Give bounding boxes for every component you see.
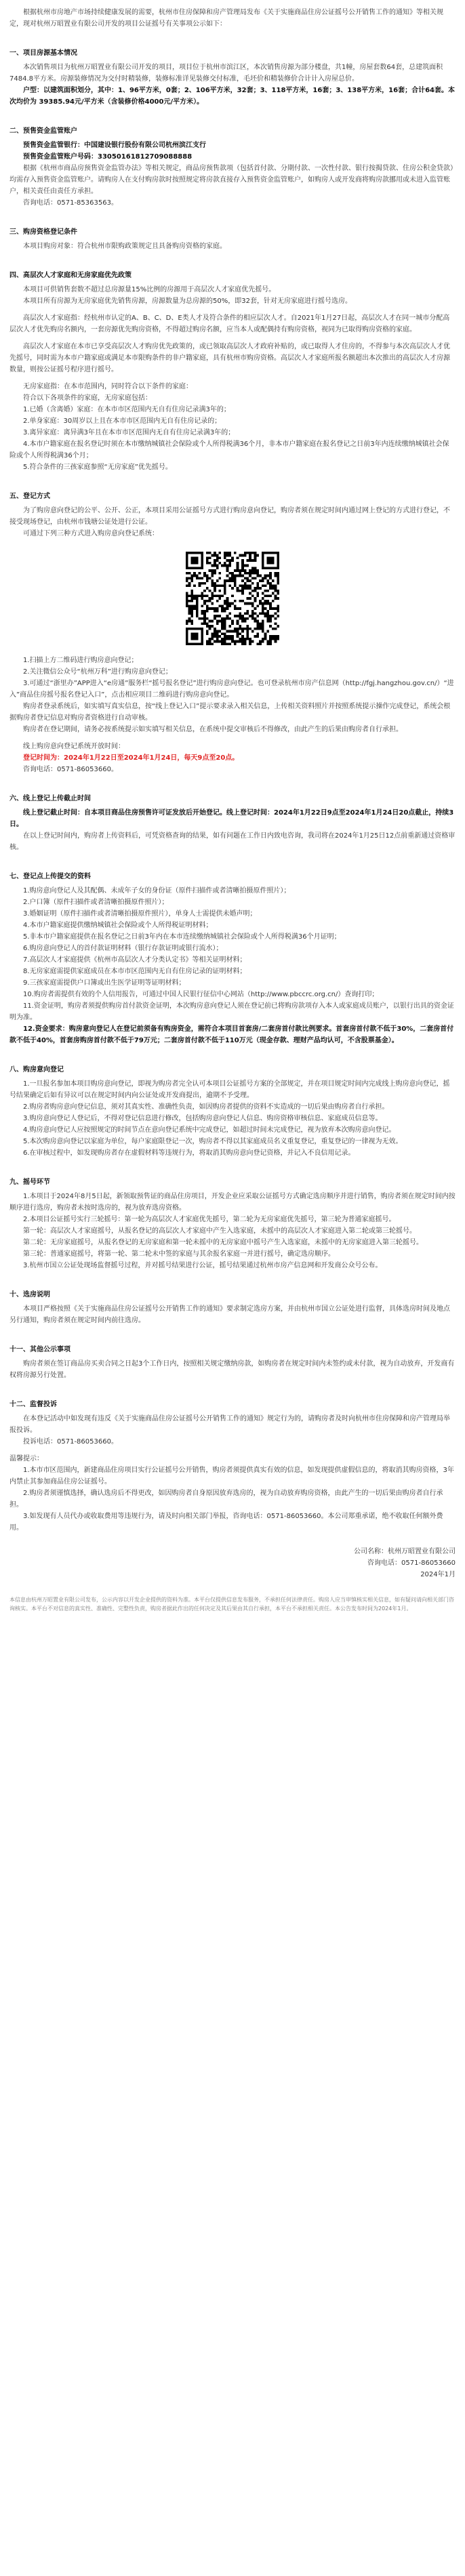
s4-paragraph-1: 本项目可供销售套数不超过总房源量15%比例的房源用于高层次人才家庭优先摇号。 bbox=[23, 286, 276, 293]
s9-paragraph-2: 2.本项目公证摇号实行三轮摇号：第一轮为高层次人才家庭优先摇号，第二轮为无房家庭优先摇号，第三轮为普通家庭摇号。 bbox=[23, 1216, 396, 1223]
s3-paragraph-1: 本项目购房对象：符合杭州市限购政策规定且具备购房资格的家庭。 bbox=[23, 243, 226, 250]
s7-item-3: 3.婚姻证明（原件扫描件或者清晰拍摄原件照片），单身人士需提供未婚声明； bbox=[23, 910, 257, 918]
s8-item-5: 5.本次购房意向登记以家庭为单位，每户家庭限登记一次，购房者不得以其家庭成员名义重复登记，重复登记的一律视为无效。 bbox=[23, 1138, 403, 1145]
s7-item-10: 10.购房者需提供有效的个人信用报告，可通过中国人民银行征信中心网站（http://www.pbccrc.org.cn/）查询打印； bbox=[23, 991, 379, 998]
s2-paragraph-3: 根据《杭州市商品房预售资金监管办法》等相关规定，商品房预售款项（包括首付款、分期付款、一次性付款、银行按揭贷款、住房公积金贷款）均需存入预售资金监管账户。请购房人在支付购房款时按照规定将房款直接存入预售资金监管账户，如购房人或开发商将购房款挪用或未进入监管账户，相关责任由责任方承担。 bbox=[9, 165, 453, 195]
s4-paragraph-2: 本项目所有房源为无房家庭优先销售房源，房源数量为总房源的50%，即32套，针对无房家庭进行摇号选房。 bbox=[23, 298, 352, 305]
s8-item-4: 4.购房意向登记人应按照规定的时间节点在意向登记系统中完成登记，如超过时间未完成登记，视为放弃本次购房意向登记。 bbox=[23, 1126, 396, 1134]
s4-paragraph-5: 无房家庭指：在本市范围内，同时符合以下条件的家庭： bbox=[23, 383, 193, 390]
registration-qr-code[interactable] bbox=[186, 552, 279, 645]
s6-paragraph-1: 线上登记截止时间：自本项目商品住房预售许可证发放后开始登记。线上登记时间：2024年1月22日9点至2024年1月24日20点截止，持续3日。 bbox=[9, 809, 454, 828]
s5-paragraph-7: 购房者在登记期间，请务必按系统提示如实填写相关信息，在系统中提交审核后不得修改，由此产生的后果由购房者自行承担。 bbox=[23, 726, 403, 733]
s12-paragraph-1: 在本登记活动中如发现有违反《关于实施商品住房公证摇号公开销售工作的通知》规定行为的，请购房者及时向杭州市住房保障和房产管理局举报投诉。 bbox=[9, 1415, 450, 1434]
s4-item-2: 2.单身家庭：30周岁以上且在本市市区范围内无自有住房记录的； bbox=[23, 417, 222, 425]
s5-method-2: 2.关注微信公众号“杭州万科”进行购房意向登记； bbox=[23, 668, 172, 676]
s7-item-5: 5.非本市户籍家庭提供在报名登记之日前3年内在本市连续缴纳城镇社会保险或个人所得税满36个月证明； bbox=[23, 933, 341, 941]
section-6-heading: 六、线上登记上传截止时间 bbox=[9, 795, 91, 802]
section-11-heading: 十一、其他公示事项 bbox=[9, 1346, 70, 1353]
section-7-heading: 七、登记点上传提交的资料 bbox=[9, 873, 91, 880]
section-9-heading: 九、摇号环节 bbox=[9, 1179, 50, 1186]
s4-item-3: 3.离异家庭：离异满3年且在本市市区范围内无自有住房记录满3年的； bbox=[23, 429, 235, 436]
signature-phone: 咨询电话：0571-86053660 bbox=[367, 1559, 456, 1567]
s4-paragraph-3: 高层次人才家庭指：经杭州市认定的A、B、C、D、E类人才及符合条件的相应层次人才。自2021年1月27日起，高层次人才在同一城市分配高层次人才优先购房名额内，一套房源优先购房资格，不得超过购房名额，应当本人或配偶持有购房资格，视同为已取得购房资格的家庭。 bbox=[9, 314, 450, 333]
s9-round-1: 第一轮：高层次人才家庭摇号，从报名登记的高层次人才家庭中产生入选家庭，未摇中的高层次人才家庭进入第二轮或第三轮摇号。 bbox=[23, 1227, 416, 1235]
s8-item-3: 3.购房意向登记人登记后，不得对登记信息进行修改，包括购房意向登记人信息、购房资格审核信息、家庭成员信息等。 bbox=[23, 1115, 382, 1122]
s4-item-5: 5.符合条件的三孩家庭参照“无房家庭”优先摇号。 bbox=[23, 464, 172, 471]
s9-round-2: 第二轮：无房家庭摇号，从报名登记的无房家庭和第一轮未摇中的无房家庭中摇号产生入选家庭，未摇中的无房家庭进入第三轮摇号。 bbox=[23, 1239, 423, 1246]
s2-phone: 咨询电话：0571-85363563。 bbox=[23, 199, 118, 207]
section-4-heading: 四、高层次人才家庭和无房家庭优先政策 bbox=[9, 272, 132, 279]
s5-method-3: 3.可通过“浙里办”APP进入“e房通”服务栏“摇号报名登记”进行购房意向登记。也可登录杭州市房产信息网（http://fgj.hangzhou.gov.cn/）“进入”商品住房摇号报名登记入口”，点击相应项目二维码进行购房意向登记。 bbox=[9, 680, 454, 699]
s12-tip-3: 3.如发现有人员代办或收取费用等违规行为，请及时向相关部门举报，咨询电话：0571-86053660。本公司郑重承诺，绝不收取任何额外费用。 bbox=[9, 1513, 443, 1532]
s9-round-3: 第三轮：普通家庭摇号，将第一轮、第二轮未中签的家庭与其余报名家庭一并进行摇号，确定选房顺序。 bbox=[23, 1250, 335, 1258]
section-12-heading: 十二、监督投诉 bbox=[9, 1401, 57, 1408]
s1-paragraph-1: 本次销售项目为杭州万昭置业有限公司开发的项目，项目位于杭州市滨江区，本次销售房源为部分楼盘，共1幢，房屋套数64套，总建筑面积7484.8平方米。房源装修情况为交付时精装修，装修标准详见装修交付标准，毛坯价和精装修价合计计入房屋总价。 bbox=[9, 64, 443, 83]
s5-paragraph-6: 购房者登录系统后，如实填写真实信息，按“线上登记入口”提示要求录入相关信息，上传相关资料照片并按照系统提示操作完成登记，系统会根据购房者登记信息对购房者资格进行自动审核。 bbox=[9, 703, 451, 722]
s4-paragraph-6: 符合以下各项条件的家庭，无房家庭包括： bbox=[23, 394, 152, 402]
signature-company: 公司名称：杭州万昭置业有限公司 bbox=[354, 1548, 456, 1555]
s1-paragraph-2: 户型：以建筑面积划分，其中：1、96平方米，0套；2、106平方米，32套；3、118平方米，16套；3、138平方米，16套；合计64套。本次均价为 39385.94元/平方米（含装修价格4000元/平方米）。 bbox=[9, 87, 455, 106]
s11-paragraph-1: 购房者须在签订商品房买卖合同之日起3个工作日内，按照相关规定缴纳房款，如购房者在规定时间内未签约或未付款，视为自动放弃，开发商有权将房源另行处置。 bbox=[9, 1360, 455, 1379]
section-10-heading: 十、选房说明 bbox=[9, 1291, 50, 1299]
s7-item-7: 7.高层次人才家庭提供《杭州市高层次人才分类认定书》等相关证明材料； bbox=[23, 956, 247, 964]
section-2-heading: 二、预售资金监管账户 bbox=[9, 127, 77, 135]
section-3-heading: 三、购房资格登记条件 bbox=[9, 228, 77, 236]
section-5-heading: 五、登记方式 bbox=[9, 493, 50, 500]
disclaimer-footer: 本信息由杭州万昭置业有限公司发布，公示内容以开发企业提供的资料为准。本平台仅提供信息发布服务，不承担任何法律责任。购房人应当审慎核实相关信息，如有疑问请向相关部门咨询核实。本平台不对信息的真实性、准确性、完整性负责，购房者据此作出的任何决定及其后果由其自行承担，本平台不承担相关责任。本公告发布时间为2024年1月。 bbox=[9, 1597, 454, 1612]
s5-method-1: 1.扫描上方二维码进行购房意向登记； bbox=[23, 657, 138, 664]
s12-tip-2: 2.购房者须谨慎选择，确认选房后不得更改，如因购房者自身原因放弃选房的，视为自动放弃购房资格，由此产生的一切后果由购房者自行承担。 bbox=[9, 1490, 443, 1509]
s10-paragraph-1: 本项目严格按照《关于实施商品住房公证摇号公开销售工作的通知》要求制定选房方案，并由杭州市国立公证处进行监督，具体选房时间及地点另行通知，购房者须在规定时间内前往选房。 bbox=[9, 1305, 450, 1324]
s7-item-6: 6.购房意向登记人的首付款证明材料（银行存款证明或银行流水）； bbox=[23, 945, 223, 952]
s4-item-4: 4.本市户籍家庭在报名登记时须在本市缴纳城镇社会保险或个人所得税满36个月，非本市户籍家庭在报名登记之日前3年内连续缴纳城镇社会保险或个人所得税满36个月； bbox=[9, 441, 449, 459]
s9-paragraph-6: 3.杭州市国立公证处现场监督摇号过程，并对摇号结果进行公证，摇号结果通过杭州市房产信息网和开发商公众号公布。 bbox=[23, 1262, 382, 1269]
s7-item-9: 9.三孩家庭需提供户口簿或出生医学证明等证明材料； bbox=[23, 979, 186, 987]
s5-phone: 咨询电话：0571-86053660。 bbox=[23, 766, 118, 773]
s7-item-11: 11.资金证明，购房者须提供购房首付款资金证明，本次购房意向登记人须在登记前已将购房款项存入本人或家庭成员账户，以银行出具的资金证明为准。 bbox=[9, 1002, 454, 1021]
s12-phone: 投诉电话：0571-86053660。 bbox=[23, 1438, 118, 1446]
s4-paragraph-4: 高层次人才家庭在本市已享受高层次人才购房优先政策的，或已领取高层次人才政府补贴的，或已取得人才住房的，不得参与本次高层次人才优先摇号，同时需为本市户籍家庭或满足本市限购条件的非户籍家庭，具有杭州市购房资格。高层次人才家庭所报名额超出本次推出的高层次人才房源数量，则按公证摇号程序进行摇号。 bbox=[9, 343, 450, 373]
s5-paragraph-2: 可通过下列三种方式进入购房意向登记系统： bbox=[23, 530, 159, 537]
section-1-heading: 一、项目房源基本情况 bbox=[9, 49, 77, 57]
s2-account: 预售资金监管账户号码：33050161812709088888 bbox=[23, 153, 193, 161]
signature-date: 2024年1月 bbox=[420, 1571, 456, 1578]
section-8-heading: 八、购房意向登记 bbox=[9, 1066, 64, 1074]
s8-item-2: 2.购房者购房意向登记信息，须对其真实性、准确性负责，如因购房者提供的资料不实造成的一切后果由购房者自行承担。 bbox=[23, 1103, 389, 1111]
s5-register-time: 登记时间为：2024年1月22日至2024年1月24日，每天9点至20点。 bbox=[23, 754, 239, 762]
s5-paragraph-1: 为了购房意向登记的公平、公开、公正，本项目采用公证摇号方式进行购房意向登记，购房者须在规定时间内通过网上登记的方式进行登记，不接受现场登记，由杭州市钱塘公证处进行公证。 bbox=[9, 507, 450, 526]
s4-item-1: 1.已婚（含离婚）家庭：在本市市区范围内无自有住房记录满3年的； bbox=[23, 406, 230, 413]
s7-item-4: 4.本市户籍家庭提供缴纳城镇社会保险或个人所得税证明材料； bbox=[23, 922, 213, 929]
s12-tips-label: 温馨提示： bbox=[9, 1455, 43, 1463]
s6-paragraph-2: 在以上登记时间内，购房者上传资料后，可凭资格查询的结果，如有问题在工作日内致电咨询，我司将在2024年1月25日12点前重新通过资格审核。 bbox=[9, 832, 456, 851]
s9-paragraph-1: 1.本项目于2024年8月5日起，新领取预售证的商品住房项目，开发企业应采取公证摇号方式确定选房顺序并进行销售，购房者须在规定时间内按顺序进行选房，购房者未按时选房的，视为放弃选房资格。 bbox=[9, 1193, 456, 1212]
s5-open-time-label: 线上购房意向登记系统开放时间： bbox=[23, 743, 125, 750]
s12-tip-1: 1.本市市区范围内，新建商品住房项目实行公证摇号公开销售，购房者须提供真实有效的信息，如发现提供虚假信息的，将取消其购房资格，3年内禁止其参加商品住房公证摇号。 bbox=[9, 1467, 454, 1486]
s2-bank: 预售资金监管银行：中国建设银行股份有限公司杭州滨江支行 bbox=[23, 142, 206, 149]
intro-paragraph: 根据杭州市房地产市场持续健康发展的需要，杭州市住房保障和房产管理局发布《关于实施商品住房公证摇号公开销售工作的通知》等相关规定，现对杭州万昭置业有限公司开发的项目公证摇号有关事项公示如下： bbox=[9, 9, 443, 28]
s7-item-1: 1.购房意向登记人及其配偶、未成年子女的身份证（原件扫描件或者清晰拍摄原件照片）； bbox=[23, 887, 291, 895]
s8-item-1: 1.一旦报名参加本项目购房意向登记，即视为购房者完全认可本项目公证摇号方案的全部规定，并在项目规定时间内完成线上购房意向登记，摇号结果确定后如有异议可以在规定时间内向公证处或开发商提出，逾期不予受理。 bbox=[9, 1080, 450, 1099]
s7-item-2: 2.户口簿（原件扫描件或者清晰拍摄原件照片）； bbox=[23, 899, 169, 906]
s8-item-6: 6.在审核过程中，如发现购房者存在虚假材料等违规行为，将取消其购房意向登记资格，并记入不良信用记录。 bbox=[23, 1149, 355, 1157]
s7-item-8: 8.无房家庭需提供家庭成员在本市市区范围内无自有住房记录的证明材料； bbox=[23, 968, 247, 975]
s7-item-12: 12.资金要求：购房意向登记人在登记前须备有购房资金，需符合本项目首套房/二套房首付款比例要求。首套房首付款不低于30%，二套房首付款不低于40%，首套房购房首付款不低于79万元；二套房首付款不低于110万元（现金存款、理财产品均认可，不含股票基金）。 bbox=[9, 1025, 454, 1044]
